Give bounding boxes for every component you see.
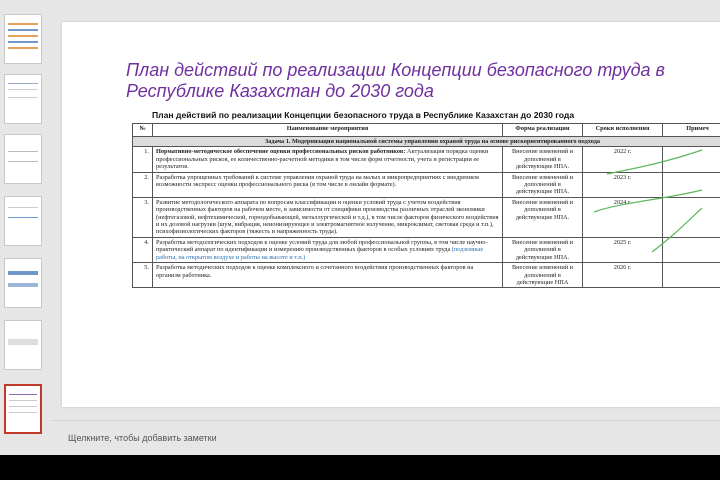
notes-placeholder[interactable]: Щелкните, чтобы добавить заметки [68, 433, 217, 443]
slide-thumbnail[interactable] [4, 320, 42, 370]
row-num: 1. [133, 147, 153, 172]
header-name: Наименование мероприятия [153, 124, 503, 137]
slide-title[interactable]: План действий по реализации Концепции безопасного труда в Республике Казахстан до 2030 года [126, 60, 665, 101]
row-form: Внесение изменений и дополнений в действующие НПА. [503, 172, 583, 197]
row-name-bold: Нормативно-методическое обеспечение оценки профессиональных рисков работников: [156, 148, 406, 156]
row-num: 3. [133, 197, 153, 237]
pen-stroke [607, 150, 702, 174]
slide-thumbnail[interactable] [4, 14, 42, 64]
slide-thumbnail[interactable] [4, 196, 42, 246]
row-term: 2022 г. [583, 147, 663, 172]
header-note: Примеч [663, 124, 720, 137]
section-title: Задача 1. Модернизация национальной системы управления охраной труда на основе рискориентированного подхода [133, 137, 720, 147]
row-name: Развитие методологического аппарата по вопросам классификации и оценки условий труда с учетом воздействия производственных факторов на рабочем месте, в зависимости от специфики производства различных отраслей экономики (нефтегазовой, нефтехимической, горнодобывающей, металлургической и т.д.), в том числе факторов физического воздействия и их дозовой нагрузки (шум, вибрация, неионизирующее и электромагнитное излучение, микроклимат, световая среда и т.п.), психофизиологических факторов (тяжесть и напряженность труда). [153, 197, 503, 237]
row-name-note: (подземные работы, на открытом воздухе и работы на высоте и т.п.) [156, 246, 484, 261]
slide-thumbnail-panel [0, 0, 52, 455]
row-form: Внесение изменений и дополнений в действующие НПА [503, 263, 583, 288]
slide-thumbnail[interactable] [4, 134, 42, 184]
slide-thumbnail[interactable] [4, 74, 42, 124]
row-form: Внесение изменений и дополнений в действующие НПА. [503, 197, 583, 237]
header-term: Сроки исполнения [583, 124, 663, 137]
header-num: № [133, 124, 153, 137]
slide-thumbnail-selected[interactable] [4, 384, 42, 434]
row-num: 4. [133, 237, 153, 262]
slide-canvas[interactable] [62, 22, 720, 407]
row-name-text: Актуализация порядка оценки профессиональных рисков, ее количественно-расчетной методики в том числе форм отчетности, учета и регистрации ее результатов. [156, 148, 489, 171]
row-term: 2024 г. [583, 197, 663, 237]
row-name: Разработка упрощенных требований к системе управления охраной труда на малых и микропредприятиях с внедрением возможности экспресс оценки профессионального риска (в том числе в онлайн формате). [153, 172, 503, 197]
row-form: Внесение изменений и дополнений в действующие НПА. [503, 147, 583, 172]
row-term: 2026 г. [583, 263, 663, 288]
slide-thumbnail[interactable] [4, 258, 42, 308]
pen-annotation [62, 22, 720, 407]
row-name-text: Разработка методологических подходов к оценке условий труда для любой профессиональной группы, в том числе научно-практический аппарат по идентификации и измерению производственных факторов в особых условиях труда [156, 238, 488, 254]
row-num: 5. [133, 263, 153, 288]
row-term: 2025 г. [583, 237, 663, 262]
row-form: Внесение изменений и дополнений в действующие НПА. [503, 237, 583, 262]
slide-editor [52, 0, 720, 420]
pen-stroke [594, 190, 702, 212]
document-title: План действий по реализации Концепции безопасного труда в Республике Казахстан до 2030 года [152, 110, 575, 120]
row-name: Разработка методических подходов к оценке комплексного и сочетанного воздействия производственных факторов на организм работника. [153, 263, 503, 288]
pen-stroke [652, 208, 702, 252]
header-form: Форма реализации [503, 124, 583, 137]
notes-pane[interactable] [52, 420, 720, 455]
row-num: 2. [133, 172, 153, 197]
row-term: 2023 г. [583, 172, 663, 197]
